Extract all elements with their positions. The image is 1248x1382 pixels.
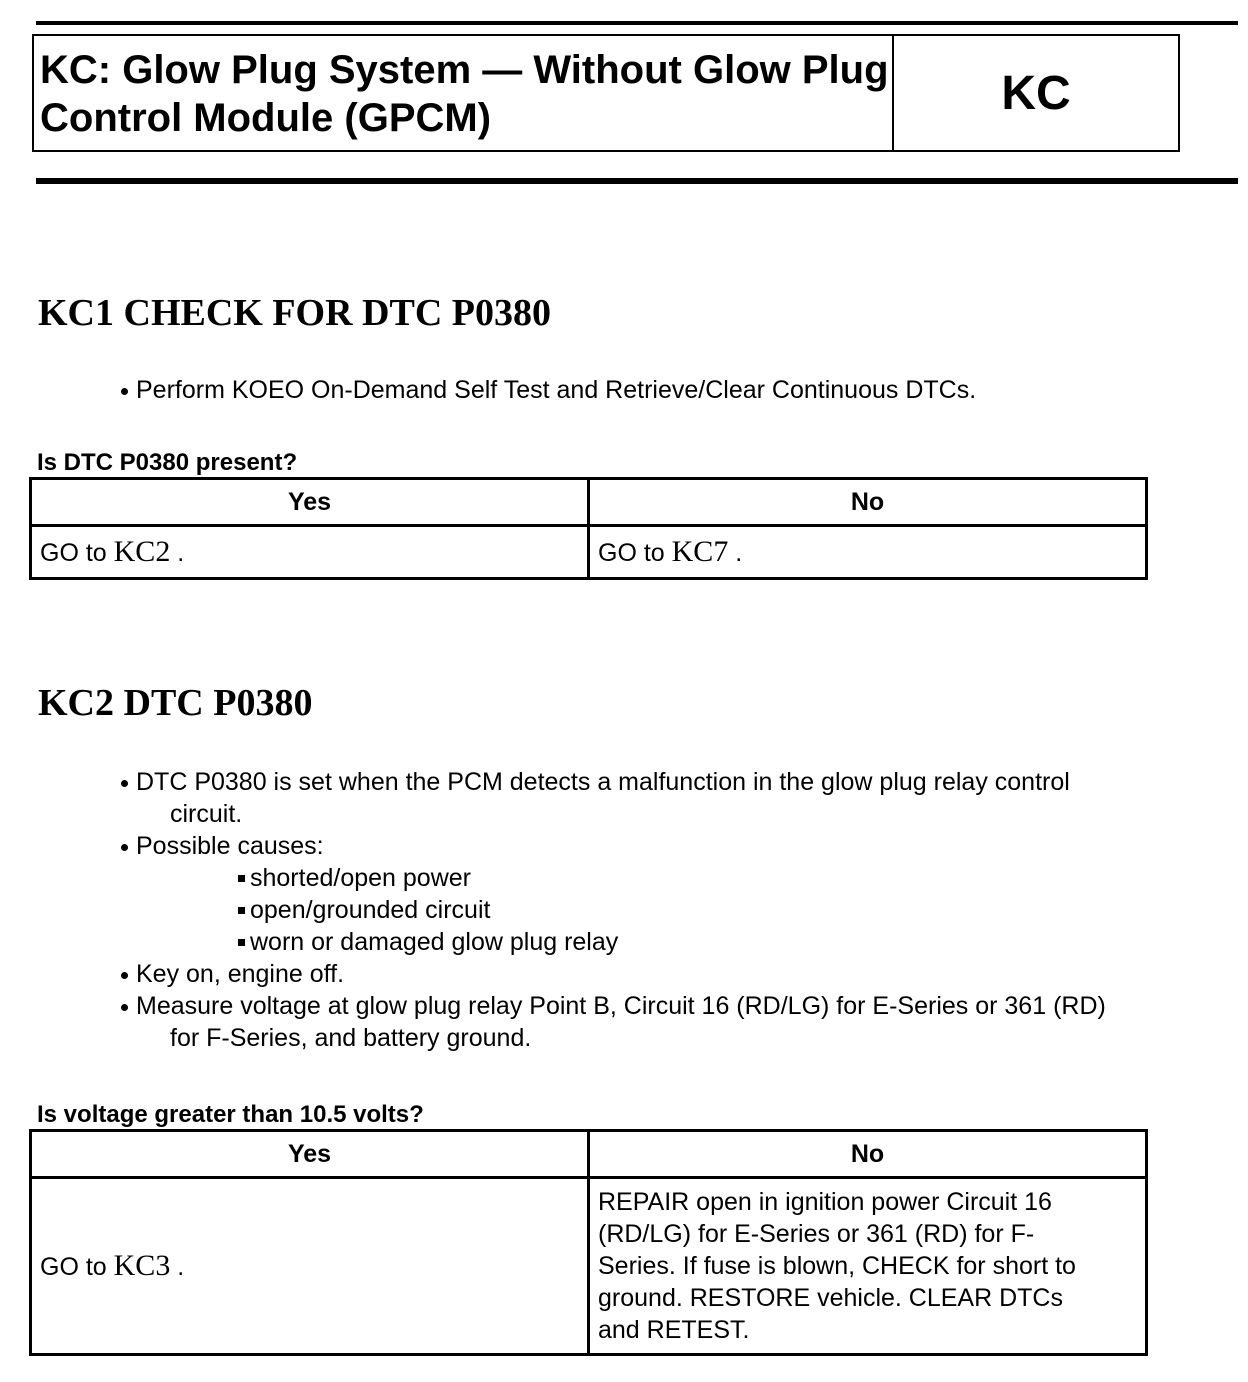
kc1-no-cell [589, 526, 1147, 579]
kc2-step-1-line-1: DTC P0380 is set when the PCM detects a malfunction in the glow plug relay control [136, 768, 1070, 796]
kc2-no-line: (RD/LG) for E-Series or 361 (RD) for F- [598, 1220, 1035, 1248]
kc2-step-4-line-1: Measure voltage at glow plug relay Point B, Circuit 16 (RD/LG) for E-Series or 361 (RD) [136, 992, 1106, 1020]
kc2-yes-header: Yes [31, 1131, 589, 1178]
link-kc3[interactable]: KC3 [113, 1248, 171, 1282]
kc2-step-4-line-2: for F-Series, and battery ground. [170, 1024, 532, 1052]
kc1-step-text: Perform KOEO On-Demand Self Test and Retrieve/Clear Continuous DTCs. [136, 376, 977, 404]
header-bottom-rule [36, 178, 1238, 184]
cause-item: open/grounded circuit [236, 894, 1228, 926]
kc1-yes-suffix: . [177, 538, 185, 567]
kc2-yes-suffix: . [177, 1252, 185, 1281]
kc2-no-header: No [589, 1131, 1147, 1178]
kc2-step-2-text: Possible causes: [136, 832, 324, 860]
possible-causes-list [136, 862, 1228, 958]
section-code: KC [1001, 66, 1071, 120]
kc2-no-line: REPAIR open in ignition power Circuit 16 [598, 1188, 1052, 1216]
cause-item: worn or damaged glow plug relay [236, 926, 1228, 958]
page-header [32, 34, 1180, 152]
kc1-no-suffix: . [735, 538, 743, 567]
kc1-no-prefix: GO to [598, 538, 665, 567]
kc1-yes-cell [31, 526, 589, 579]
link-kc2[interactable]: KC2 [113, 534, 171, 568]
kc2-step-2 [118, 830, 1228, 958]
page-title: KC: Glow Plug System — Without Glow Plug Control Module (GPCM) [34, 36, 894, 150]
kc2-step-3 [118, 958, 1228, 990]
kc2-question: Is voltage greater than 10.5 volts? [37, 1101, 424, 1128]
kc2-no-line: Series. If fuse is blown, CHECK for short to [598, 1252, 1076, 1280]
kc1-steps [118, 374, 1228, 406]
kc2-no-line: ground. RESTORE vehicle. CLEAR DTCs [598, 1284, 1063, 1312]
kc1-no-header: No [589, 479, 1147, 526]
kc1-step [118, 374, 1228, 406]
kc2-step-1 [118, 766, 1228, 830]
link-kc7[interactable]: KC7 [671, 534, 729, 568]
kc2-no-cell [589, 1178, 1147, 1355]
cause-item: shorted/open power [236, 862, 1228, 894]
kc2-no-line: and RETEST. [598, 1316, 750, 1344]
kc1-yes-header: Yes [31, 479, 589, 526]
kc1-yes-prefix: GO to [40, 538, 107, 567]
kc1-answer-table [29, 477, 1148, 580]
kc2-steps [118, 766, 1228, 1054]
kc2-step-1-line-2: circuit. [170, 800, 243, 828]
kc2-yes-prefix: GO to [40, 1252, 107, 1281]
kc2-yes-cell [31, 1178, 589, 1355]
kc2-step-3-text: Key on, engine off. [136, 960, 345, 988]
kc2-answer-table [29, 1129, 1148, 1356]
kc2-step-4 [118, 990, 1228, 1054]
kc2-title: KC2 DTC P0380 [38, 682, 313, 724]
kc1-title: KC1 CHECK FOR DTC P0380 [38, 292, 551, 334]
top-rule [36, 21, 1238, 25]
kc1-question: Is DTC P0380 present? [37, 449, 298, 476]
